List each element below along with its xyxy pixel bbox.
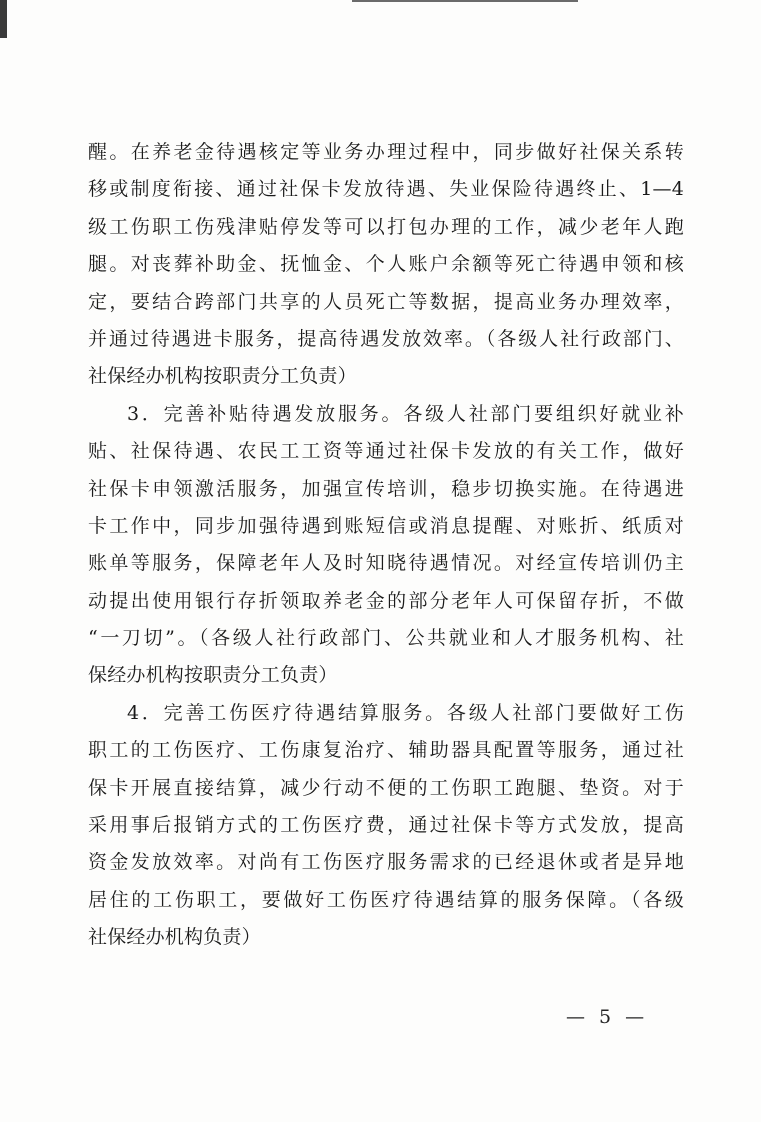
page-number: — 5 — [566,1006,649,1028]
paragraph-subsidy-service [88,396,684,695]
text-line: 腿。对丧葬补助金、抚恤金、个人账户余额等死亡待遇申领和核 [88,253,684,276]
paragraph-injury-medical [88,695,684,957]
text-line: 动提出使用银行存折领取养老金的部分老年人可保留存折，不做 [88,589,684,612]
text-line: 定，要结合跨部门共享的人员死亡等数据，提高业务办理效率， [88,290,684,313]
text-line: 资金发放效率。对尚有工伤医疗服务需求的已经退休或者是异地 [88,851,684,874]
text-line: 社保卡申领激活服务，加强宣传培训，稳步切换实施。在待遇进 [88,477,684,500]
text-line: “一刀切”。（各级人社行政部门、公共就业和人才服务机构、社 [88,627,684,650]
text-line: 移或制度衔接、通过社保卡发放待遇、失业保险待遇终止、1—4 [88,178,684,201]
top-scan-rule [352,0,578,2]
paragraph-heading-line: 4．完善工伤医疗待遇结算服务。各级人社部门要做好工伤 [127,701,684,724]
left-binding-mark [0,0,7,38]
text-line: 保卡开展直接结算，减少行动不便的工伤职工跑腿、垫资。对于 [88,776,684,799]
text-line: 社保经办机构按职责分工负责） [88,365,357,388]
text-line: 醒。在养老金待遇核定等业务办理过程中，同步做好社保关系转 [88,141,684,163]
text-line: 卡工作中，同步加强待遇到账短信或消息提醒、对账折、纸质对 [88,514,684,537]
paragraph-heading-line: 3．完善补贴待遇发放服务。各级人社部门要组织好就业补 [127,402,684,425]
paragraph-pension-continuation [88,134,684,396]
text-line: 级工伤职工伤残津贴停发等可以打包办理的工作，减少老年人跑 [88,215,684,238]
text-line: 贴、社保待遇、农民工工资等通过社保卡发放的有关工作，做好 [88,440,684,463]
text-line: 居住的工伤职工，要做好工伤医疗待遇结算的服务保障。（各级 [88,888,684,911]
text-line: 职工的工伤医疗、工伤康复治疗、辅助器具配置等服务，通过社 [88,739,684,762]
text-line: 并通过待遇进卡服务，提高待遇发放效率。（各级人社行政部门、 [88,327,684,350]
text-line: 社保经办机构负责） [88,926,261,949]
body-text [88,134,684,957]
text-line: 账单等服务，保障老年人及时知晓待遇情况。对经宣传培训仍主 [88,552,684,575]
text-line: 保经办机构按职责分工负责） [88,664,338,687]
text-line: 采用事后报销方式的工伤医疗费，通过社保卡等方式发放，提高 [88,814,684,837]
